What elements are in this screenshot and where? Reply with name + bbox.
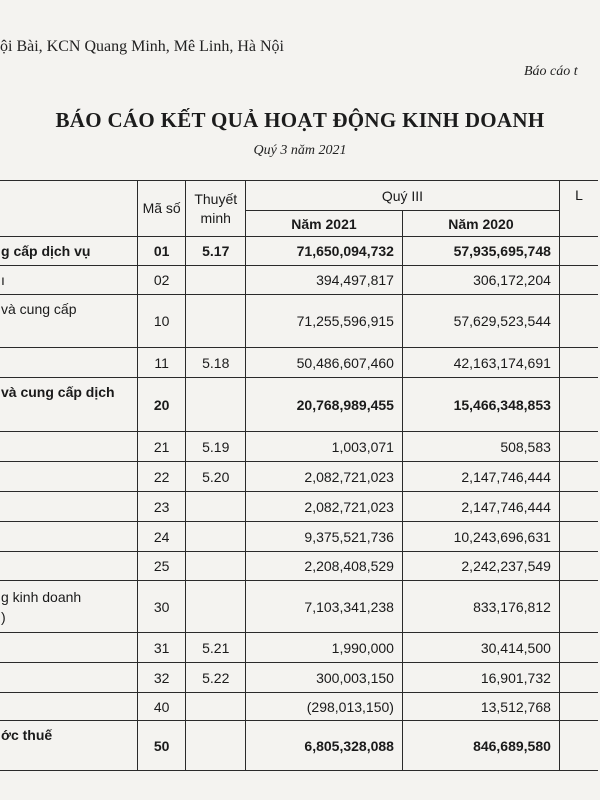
row-value-2021: (298,013,150)	[245, 693, 402, 721]
row-code: 32	[137, 663, 186, 693]
row-label	[0, 663, 137, 693]
row-code: 22	[137, 462, 186, 492]
table-row	[0, 633, 598, 663]
row-code: 02	[137, 266, 186, 295]
indicator-header	[0, 181, 137, 237]
row-note	[186, 492, 246, 522]
row-label: và cung cấp dịch	[0, 378, 137, 432]
row-value-2021: 50,486,607,460	[245, 348, 402, 378]
row-value-2020: 306,172,204	[402, 266, 559, 295]
row-cumulative	[559, 492, 598, 522]
row-value-2021: 20,768,989,455	[245, 378, 402, 432]
row-code: 21	[137, 432, 186, 462]
table-row	[0, 378, 598, 432]
row-note: 5.17	[186, 237, 246, 266]
table-row	[0, 237, 598, 266]
row-cumulative	[559, 522, 598, 552]
table-row	[0, 663, 598, 693]
code-header: Mã số	[137, 181, 186, 237]
row-value-2021: 2,208,408,529	[245, 552, 402, 581]
row-cumulative	[559, 552, 598, 581]
row-value-2021: 71,650,094,732	[245, 237, 402, 266]
table-row	[0, 581, 598, 633]
row-value-2020: 15,466,348,853	[402, 378, 559, 432]
row-value-2021: 9,375,521,736	[245, 522, 402, 552]
row-value-2021: 6,805,328,088	[245, 721, 402, 771]
row-note	[186, 295, 246, 348]
row-label	[0, 633, 137, 663]
row-value-2020: 846,689,580	[402, 721, 559, 771]
row-code: 40	[137, 693, 186, 721]
row-note	[186, 522, 246, 552]
row-label: g cấp dịch vụ	[0, 237, 137, 266]
table-row	[0, 522, 598, 552]
table-row	[0, 348, 598, 378]
table-row	[0, 295, 598, 348]
row-value-2020: 13,512,768	[402, 693, 559, 721]
row-code: 01	[137, 237, 186, 266]
row-value-2020: 508,583	[402, 432, 559, 462]
table-row	[0, 462, 598, 492]
row-label	[0, 693, 137, 721]
row-code: 23	[137, 492, 186, 522]
row-value-2021: 71,255,596,915	[245, 295, 402, 348]
report-period: Quý 3 năm 2021	[253, 143, 347, 158]
row-value-2020: 16,901,732	[402, 663, 559, 693]
row-label	[0, 522, 137, 552]
row-code: 20	[137, 378, 186, 432]
row-cumulative	[559, 693, 598, 721]
row-value-2021: 394,497,817	[245, 266, 402, 295]
row-value-2020: 833,176,812	[402, 581, 559, 633]
row-note	[186, 266, 246, 295]
row-value-2020: 2,147,746,444	[402, 462, 559, 492]
report-title: BÁO CÁO KẾT QUẢ HOẠT ĐỘNG KINH DOANH	[55, 108, 545, 132]
row-value-2021: 2,082,721,023	[245, 462, 402, 492]
row-value-2020: 30,414,500	[402, 633, 559, 663]
table-row	[0, 492, 598, 522]
row-value-2020: 57,629,523,544	[402, 295, 559, 348]
row-code: 24	[137, 522, 186, 552]
row-label: ớc thuế	[0, 721, 137, 771]
row-value-2020: 2,147,746,444	[402, 492, 559, 522]
row-cumulative	[559, 432, 598, 462]
row-cumulative	[559, 295, 598, 348]
row-code: 25	[137, 552, 186, 581]
row-cumulative	[559, 663, 598, 693]
row-value-2020: 2,242,237,549	[402, 552, 559, 581]
table-row	[0, 721, 598, 771]
row-cumulative	[559, 348, 598, 378]
row-label: và cung cấp	[0, 295, 137, 348]
row-code: 11	[137, 348, 186, 378]
row-label	[0, 552, 137, 581]
row-note	[186, 552, 246, 581]
table-row	[0, 432, 598, 462]
row-note: 5.22	[186, 663, 246, 693]
row-value-2020: 57,935,695,748	[402, 237, 559, 266]
row-cumulative	[559, 462, 598, 492]
row-note	[186, 721, 246, 771]
row-note: 5.19	[186, 432, 246, 462]
income-statement-table	[0, 180, 598, 771]
row-label	[0, 348, 137, 378]
note-header: Thuyết minh	[186, 181, 246, 237]
table-row	[0, 552, 598, 581]
row-cumulative	[559, 581, 598, 633]
year-2021-header: Năm 2021	[245, 211, 402, 237]
row-cumulative	[559, 266, 598, 295]
row-value-2020: 42,163,174,691	[402, 348, 559, 378]
row-note	[186, 378, 246, 432]
year-2020-header: Năm 2020	[402, 211, 559, 237]
cumulative-header: L	[559, 181, 598, 237]
row-note: 5.21	[186, 633, 246, 663]
quarter-header: Quý III	[245, 181, 559, 211]
row-value-2021: 300,003,150	[245, 663, 402, 693]
row-note	[186, 581, 246, 633]
row-label: ı	[0, 266, 137, 295]
row-value-2021: 2,082,721,023	[245, 492, 402, 522]
row-label	[0, 462, 137, 492]
row-code: 31	[137, 633, 186, 663]
row-value-2021: 1,003,071	[245, 432, 402, 462]
row-value-2021: 1,990,000	[245, 633, 402, 663]
row-note: 5.20	[186, 462, 246, 492]
row-code: 50	[137, 721, 186, 771]
row-value-2021: 7,103,341,238	[245, 581, 402, 633]
company-address: ội Bài, KCN Quang Minh, Mê Linh, Hà Nội	[0, 38, 284, 55]
row-value-2020: 10,243,696,631	[402, 522, 559, 552]
table-row	[0, 266, 598, 295]
row-code: 10	[137, 295, 186, 348]
row-label	[0, 432, 137, 462]
row-label: g kinh doanh )	[0, 581, 137, 633]
row-note: 5.18	[186, 348, 246, 378]
report-reference: Báo cáo t	[524, 64, 578, 79]
row-code: 30	[137, 581, 186, 633]
row-cumulative	[559, 237, 598, 266]
table-row	[0, 693, 598, 721]
row-cumulative	[559, 633, 598, 663]
row-note	[186, 693, 246, 721]
row-cumulative	[559, 378, 598, 432]
row-cumulative	[559, 721, 598, 771]
row-label	[0, 492, 137, 522]
